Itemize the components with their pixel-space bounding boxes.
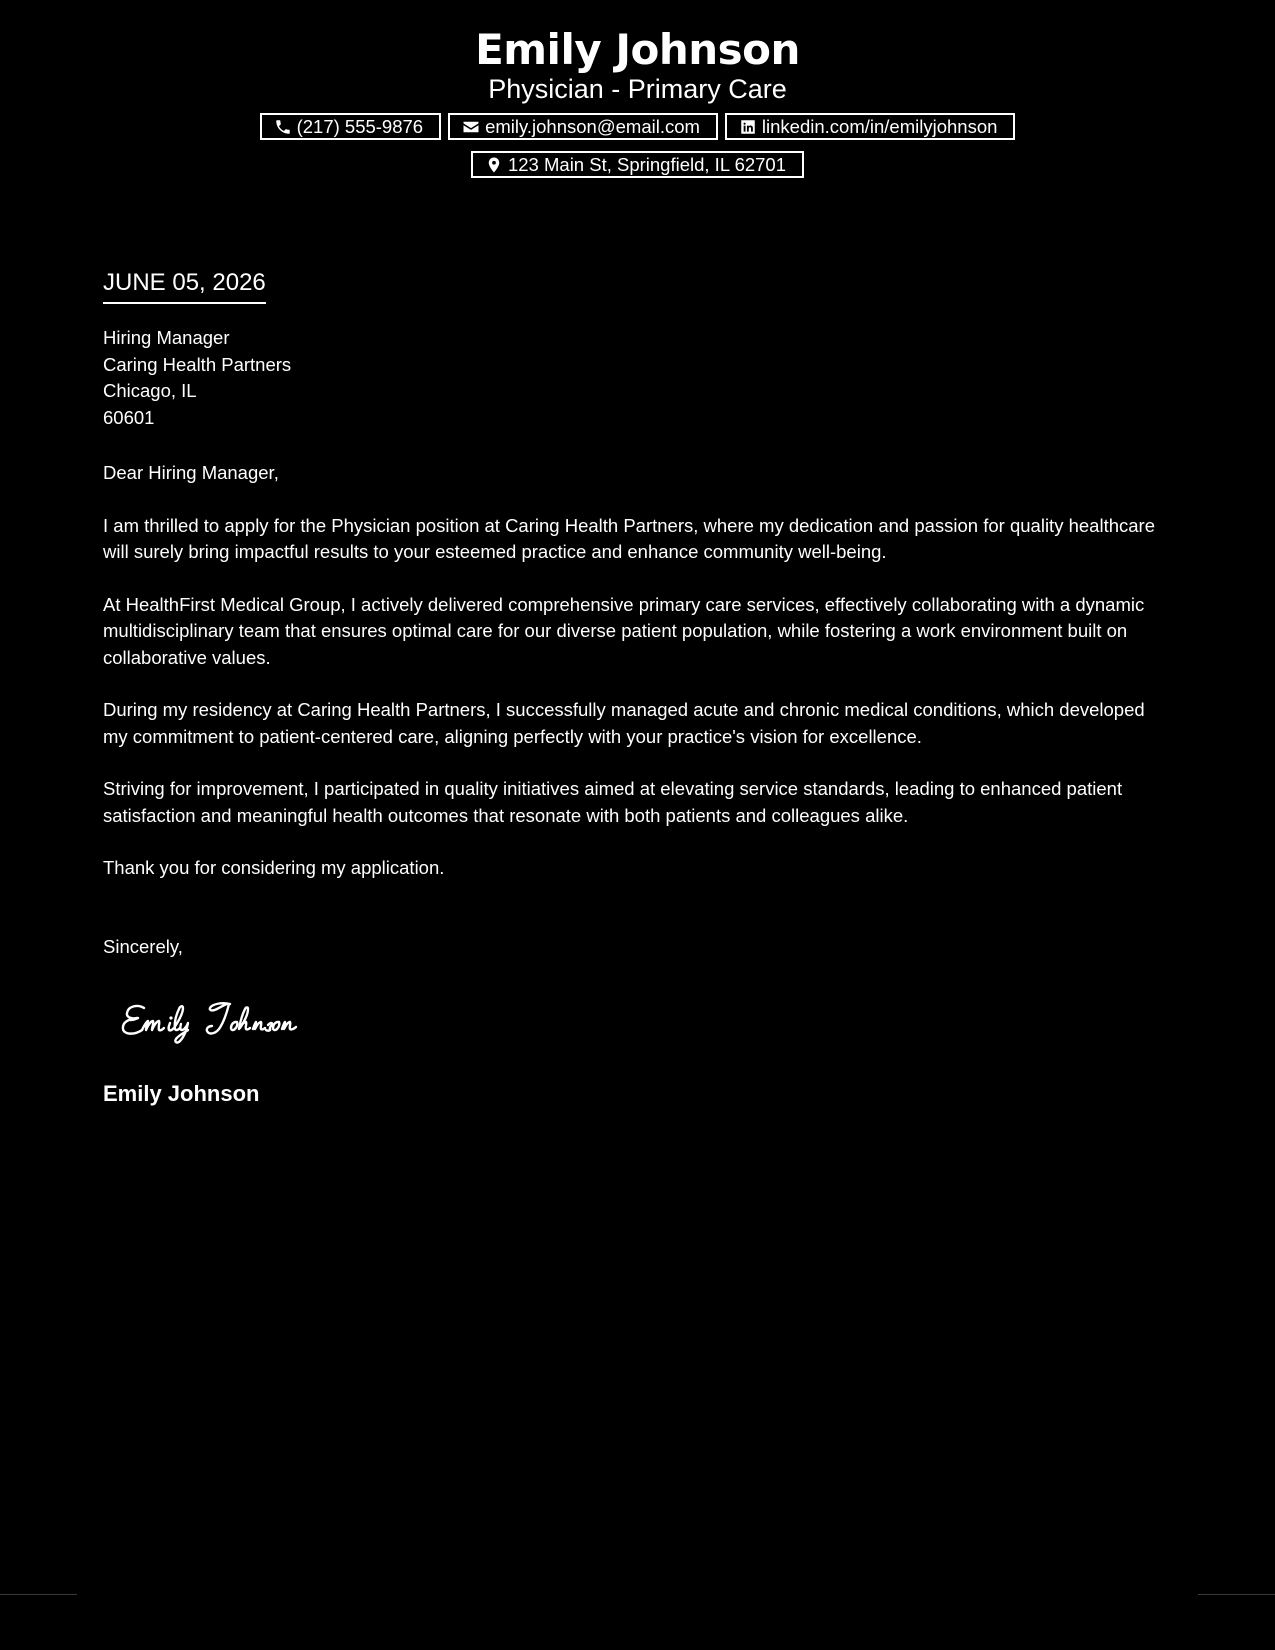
- phone-chip[interactable]: [260, 113, 442, 140]
- signer-name: Emily Johnson: [103, 1081, 260, 1106]
- applicant-name: Emily Johnson: [475, 25, 800, 74]
- linkedin-icon: [739, 118, 757, 136]
- handwritten-signature: [118, 990, 358, 1050]
- footer-rule-left: [0, 1594, 77, 1595]
- recipient-city: Chicago, IL: [103, 380, 197, 401]
- address-text: 123 Main St, Springfield, IL 62701: [507, 154, 787, 175]
- map-pin-icon: [485, 156, 503, 174]
- phone-text: (217) 555-9876: [296, 116, 424, 137]
- recipient-block: [103, 325, 291, 431]
- closing: Sincerely,: [103, 936, 183, 957]
- phone-icon: [274, 118, 292, 136]
- envelope-icon: [462, 118, 480, 136]
- linkedin-chip[interactable]: [725, 113, 1015, 140]
- applicant-role: Physician - Primary Care: [488, 74, 787, 104]
- thank-you-line: Thank you for considering my application.: [103, 857, 445, 878]
- body-paragraph: During my residency at Caring Health Partners, I successfully managed acute and chronic medical conditions, which developed my commitment to patient-centered care, aligning perfectly with your practice's vision for excellence.: [103, 699, 1145, 747]
- contact-row-address: [0, 151, 1275, 178]
- body-paragraph: Striving for improvement, I participated in quality initiatives aimed at elevating service standards, leading to enhanced patient satisfaction and meaningful health outcomes that resonate with both patients and colleagues alike.: [103, 778, 1123, 826]
- footer-rule-right: [1198, 1594, 1275, 1595]
- linkedin-text: linkedin.com/in/emilyjohnson: [761, 116, 998, 137]
- recipient-company: Caring Health Partners: [103, 353, 292, 375]
- address-chip[interactable]: [471, 151, 804, 178]
- recipient-title: Hiring Manager: [103, 327, 230, 348]
- email-chip[interactable]: [448, 113, 718, 140]
- salutation: Dear Hiring Manager,: [103, 462, 279, 483]
- email-text: emily.johnson@email.com: [485, 116, 700, 137]
- recipient-zip: 60601: [103, 406, 155, 428]
- letter-date: JUNE 05, 2026: [103, 266, 266, 304]
- contact-row: [0, 113, 1275, 140]
- letter-body: [103, 460, 1173, 908]
- body-paragraph: I am thrilled to apply for the Physician position at Caring Health Partners, where my dedication and passion for quality healthcare will surely bring impactful results to your esteemed practice and enhance community well-being.: [103, 514, 1155, 562]
- body-paragraph: At HealthFirst Medical Group, I actively delivered comprehensive primary care services, effectively collaborating with a dynamic multidisciplinary team that ensures optimal care for our diverse patient population, while fostering a work environment built on collaborative values.: [103, 593, 1145, 668]
